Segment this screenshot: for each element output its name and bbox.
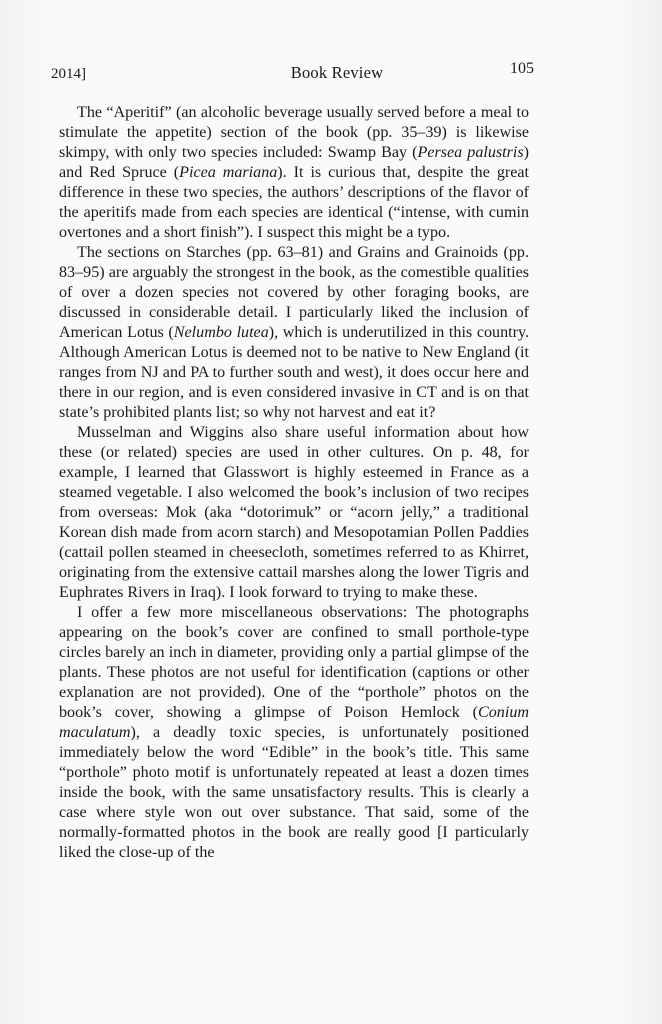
paragraph-text: ) and Red Spruce ( xyxy=(59,144,529,181)
paragraph-text: ), a deadly toxic species, is unfortunately positioned immediately below the word “Edible” in the book’s title. This same “porthole” photo motif is unfortunately repeated at least a dozen times inside the book, with the same unsatisfactory results. This is clearly a case where style won out over substance. That said, some of the normally-formatted photos in the book are really good [I particularly liked the close-up of the xyxy=(59,724,529,861)
species-name: Picea mariana xyxy=(179,164,278,181)
paragraph-text: I offer a few more miscellaneous observations: The photographs appearing on the book’s cover are confined to small porthole-type circles barely an inch in diameter, providing only a partial glimpse of the plants. These photos are not useful for identification (captions or other explanation are not provided). One of the “porthole” photos on the book’s cover, showing a glimpse of Poison Hemlock ( xyxy=(59,604,529,721)
body-text xyxy=(59,103,529,863)
page-number: 105 xyxy=(510,60,534,77)
species-name: Persea palustris xyxy=(417,144,524,161)
header-title: Book Review xyxy=(290,63,384,82)
running-header xyxy=(0,60,662,84)
paragraph xyxy=(59,603,529,863)
species-name: Conium maculatum xyxy=(59,704,529,741)
paragraph-text: ), which is underutilized in this country. Although American Lotus is deemed not to be native to New England (it ranges from NJ and PA to further south and west), it does occur here and there in our region, and is even considered invasive in CT and is on that state’s prohibited plants list; so why not harvest and eat it? xyxy=(59,324,529,421)
paragraph-text: ). It is curious that, despite the great difference in these two species, the authors’ descriptions of the flavor of the aperitifs made from each species are identical (“intense, with cumin overtones and a short finish”). I suspect this might be a typo. xyxy=(59,164,530,241)
paragraph xyxy=(59,423,529,603)
header-year: 2014] xyxy=(51,66,86,82)
paragraph-text: The sections on Starches (pp. 63–81) and Grains and Grainoids (pp. 83–95) are arguably the strongest in the book, as the comestible qualities of over a dozen species not covered by other foraging books, are discussed in considerable detail. I particularly liked the inclusion of American Lotus ( xyxy=(59,244,529,341)
paragraph-text: Musselman and Wiggins also share useful information about how these (or related) species are used in other cultures. On p. 48, for example, I learned that Glasswort is highly esteemed in France as a steamed vegetable. I also welcomed the book’s inclusion of two recipes from overseas: Mok (aka “dotorimuk” or “acorn jelly,” a traditional Korean dish made from acorn starch) and Mesopotamian Pollen Paddies (cattail pollen steamed in cheesecloth, sometimes referred to as Khirret, originating from the extensive cattail marshes along the lower Tigris and Euphrates Rivers in Iraq). I look forward to trying to make these. xyxy=(59,424,529,601)
species-name: Nelumbo lutea xyxy=(173,324,269,341)
paragraph xyxy=(59,103,529,243)
paragraph-text: The “Aperitif” (an alcoholic beverage usually served before a meal to stimulate the appetite) section of the book (pp. 35–39) is likewise skimpy, with only two species included: Swamp Bay ( xyxy=(59,104,529,161)
paragraph xyxy=(59,243,529,423)
